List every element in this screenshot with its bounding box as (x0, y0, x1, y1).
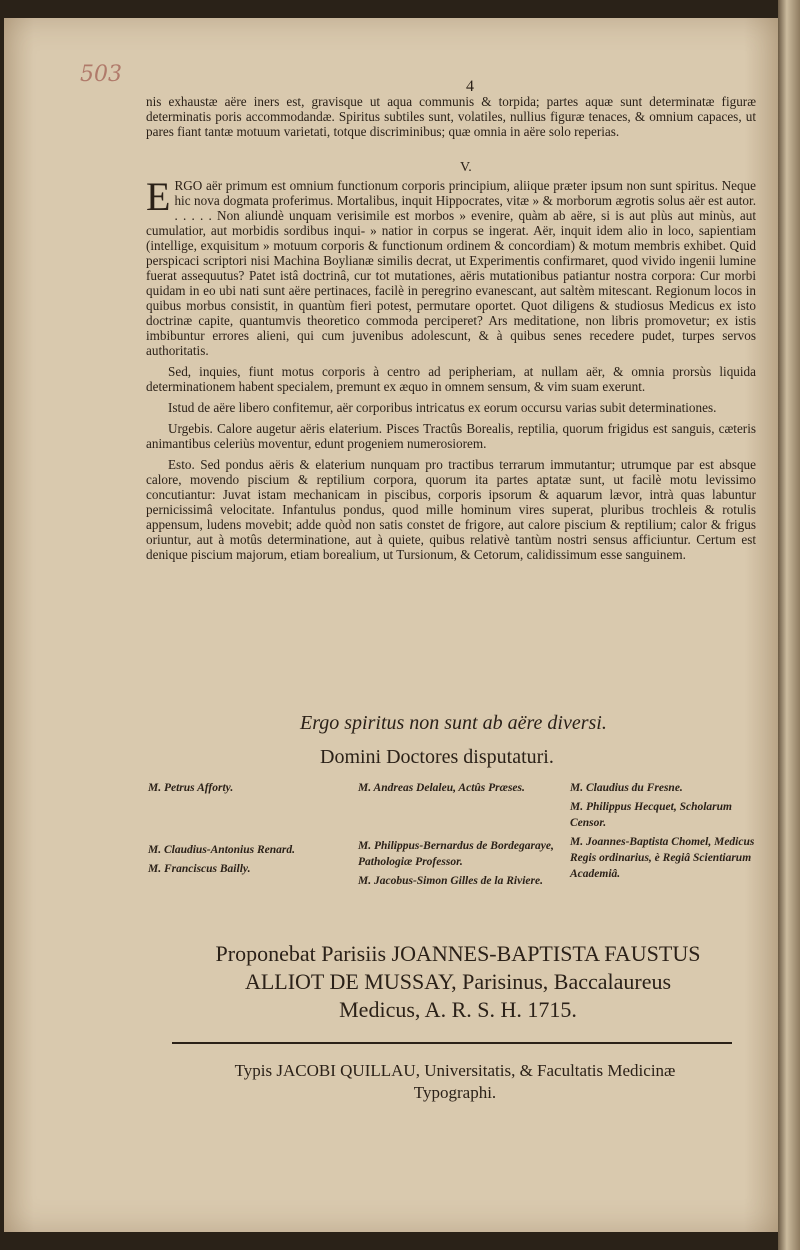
doctor-name: M. Andreas Delaleu, Actûs Præses. (358, 782, 525, 794)
folio-number: 503 (80, 62, 122, 87)
paragraph: Urgebis. Calore augetur aëris elaterium. Pisces Tractûs Borealis, reptilia, quorum frigidus est sanguis, cæteris animantibus celeriùs moventur, edunt progeniem numerosiorem. (146, 421, 756, 451)
doctor-name: M. Philippus-Bernardus de Bordegaraye, Pathologiæ Professor. (358, 840, 554, 868)
paragraph: Sed, inquies, fiunt motus corporis à centro ad peripheriam, at nullam aër, & omnia prorsùs liquida determinationem habent specialem, premunt ex æquo in omnem sensum, & vim suam exerunt. (146, 364, 756, 394)
doctor-name: M. Petrus Afforty. (148, 782, 234, 794)
doctors-column-1 (148, 780, 348, 880)
domini-heading: Domini Doctores disputaturi. (320, 746, 554, 768)
paragraph: ERGO aër primum est omnium functionum corporis principium, aliique præter ipsum non sunt spiritus. Neque hic nova dogmata proferimus. Mortalibus, inquit Hippocrates, vitæ » & morborum ægrotis solus aër est autor. . . . . . Non aliundè unquam verisimile est morbos » evenire, quàm ab aëre, si is aut plùs aut minùs, aut cumulatior, aut morbidis sordibus inqui- » natior in corpus se ingerat. Aër, inquit idem alio in loco, sapientiam (intellige, exquisitum » motuum corporis & functionum ordinem & concordiam) & motum membris exhibet. Quid perspicaci scriptori nisi Machina Boylianæ similis decrat, ut Experimentis confirmaret, quod vivido ingenii lumine fuerat assequutus? Patet istâ doctrinâ, cur tot mutationes, aëris mutationibus patiantur nostra corpora: Cur morbi quidam in eo ubi nati sunt aëre pertinaces, facilè in peregrino evanescant, aut saltèm mitescant. Regionum locos in quibus morbus consistit, in quantùm fieri potest, permutare oportet. Quot diligens & studiosus Medicus ex isto doctrinæ capite, quantumvis theoretico commoda perciperet? Ars meditatione, non libris promovetur; ex istis imbibuntur errores alieni, qui cum juvenibus adolescunt, & à quibus senes recedere pudet, turpes servos authoritatis. (146, 174, 756, 358)
paragraph: Esto. Sed pondus aëris & elaterium nunquam pro tractibus terrarum immutantur; utrumque par est absque calore, movendo piscium & reptilium corpora, quorum ita partes aptatæ sunt, ut facilè motu levissimo concutiantur: Juvat istam mechanicam in piscibus, corporis ipsorum & aquarum lævor, intrà quas labuntur pernicissimâ velocitate. Infantulus pondus, quod mille hominum vires superat, pluribus trochleis & rotulis appensum, ludens movebit; adde quòd non satis constet de frigore, aut calore piscium & reptilium; calor & frigus oriuntur, aut à motûs determinatione, aut à quiete, quibus relativè tantùm nostri sensus afficiuntur. Certum est denique piscium majorum, etiam borealium, ut Tursionum, & Cetorum, calidissimum esse sanguinem. (146, 457, 756, 562)
proponebat-block (148, 940, 768, 1024)
page-number: 4 (466, 78, 474, 95)
main-text (146, 174, 756, 568)
proponebat-line: ALLIOT DE MUSSAY, Parisinus, Baccalaureus (244, 969, 672, 994)
doctor-name: M. Claudius-Antonius Renard. (148, 844, 296, 856)
paragraph: Istud de aëre libero confitemur, aër corporibus intricatus ex eorum occursu varias subit determinationes. (168, 400, 717, 415)
section-number: V. (460, 160, 472, 175)
doctor-name: M. Claudius du Fresne. (570, 782, 683, 794)
doctor-name: M. Joannes-Baptista Chomel, Medicus Regis ordinarius, è Regiâ Scientiarum Academiâ. (570, 836, 755, 880)
doctor-name: M. Philippus Hecquet, Scholarum Censor. (570, 801, 732, 829)
book-edge (778, 0, 800, 1250)
printer-imprint (230, 1060, 680, 1104)
imprint-line: Typis JACOBI QUILLAU, Universitatis, & Facultatis Medicinæ (234, 1061, 676, 1080)
intro-paragraph: nis exhaustæ aëre iners est, gravisque ut aqua communis & torpida; partes aquæ sunt determinatæ figuræ determinatis poris accommodandæ. Spiritus subtiles sunt, volatiles, nullius figuræ tenaces, & omnium capaces, ut pares fiant tantæ motuum varietati, totque discriminibus; quæ omnia in aëre solo reperias. (146, 94, 756, 139)
doctors-column-3 (570, 780, 770, 885)
divider-rule (172, 1042, 732, 1044)
doctors-column-2 (358, 780, 558, 892)
drop-cap: E (146, 174, 171, 219)
imprint-line: Typographi. (413, 1083, 497, 1102)
doctor-name: M. Jacobus-Simon Gilles de la Riviere. (358, 875, 543, 887)
doctor-name: M. Franciscus Bailly. (148, 863, 251, 875)
proponebat-line: Medicus, A. R. S. H. 1715. (339, 997, 577, 1022)
conclusion: Ergo spiritus non sunt ab aëre diversi. (300, 712, 607, 734)
proponebat-line: Proponebat Parisiis JOANNES-BAPTISTA FAUSTUS (215, 941, 701, 966)
